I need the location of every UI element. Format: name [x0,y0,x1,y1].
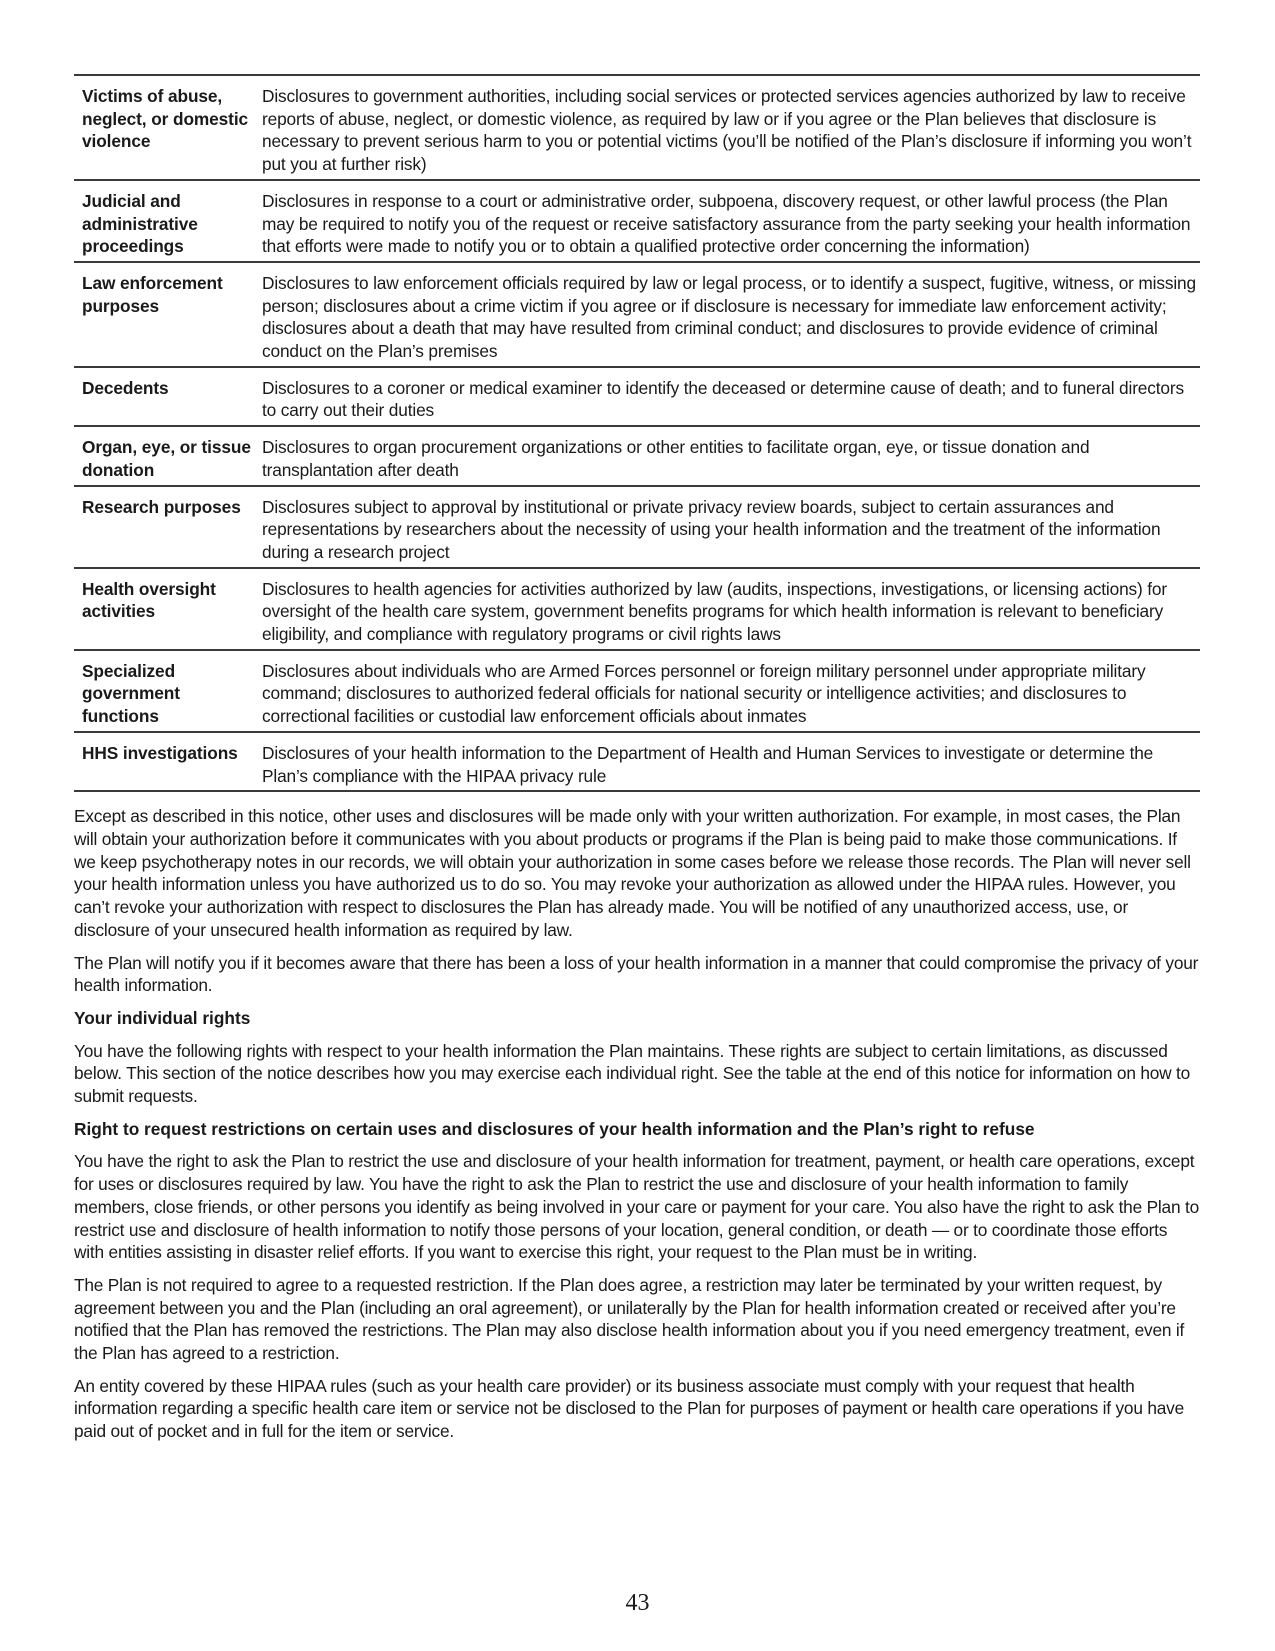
row-category: Specialized government functions [74,650,262,732]
row-description: Disclosures to law enforcement officials required by law or legal process, or to identify a suspect, fugitive, witness, or missing person; disclosures about a crime victim if you agree or if disclosure is necessary for immediate law enforcement activity; disclosures about a death that may have resulted from criminal conduct; and disclosures to provide evidence of criminal conduct on the Plan’s premises [262,262,1200,367]
row-description: Disclosures subject to approval by institutional or private privacy review boards, subject to certain assurances and representations by researchers about the necessity of using your health information and the treatment of the information during a research project [262,486,1200,568]
heading-right-to-request-restrictions: Right to request restrictions on certain uses and disclosures of your health information and the Plan’s right to refuse [74,1118,1035,1139]
row-description: Disclosures in response to a court or administrative order, subpoena, discovery request, or other lawful process (the Plan may be required to notify you of the request or receive satisfactory assurance from the party seeking your health information that efforts were made to notify you or to obtain a qualified protective order concerning the information) [262,180,1200,262]
paragraph-restrictions-3: An entity covered by these HIPAA rules (such as your health care provider) or its business associate must comply with your request that health information regarding a specific health care item or service not be disclosed to the Plan for purposes of payment or health care operations if you have paid out of pocket and in full for the item or service. [74,1375,1185,1442]
table-row [74,426,1200,485]
row-category: Law enforcement purposes [74,262,262,367]
body-text [74,805,1200,1443]
page-number: 43 [625,1590,650,1616]
paragraph-authorization: Except as described in this notice, other uses and disclosures will be made only with your written authorization. For example, in most cases, the Plan will obtain your authorization before it communicates with you about products or programs if the Plan is being paid to make those communications. If we keep psychotherapy notes in our records, we will obtain your authorization in some cases before we release those records. The Plan will never sell your health information unless you have authorized us to do so. You may revoke your authorization as allowed under the HIPAA rules. However, you can’t revoke your authorization with respect to disclosures the Plan has already made. You will be notified of any unauthorized access, use, or disclosure of your unsecured health information as required by law. [74,806,1191,940]
heading-individual-rights: Your individual rights [74,1007,251,1028]
table-row [74,486,1200,568]
paragraph-restrictions-2: The Plan is not required to agree to a requested restriction. If the Plan does agree, a restriction may later be terminated by your written request, by agreement between you and the Plan (including an oral agreement), or unilaterally by the Plan for health information created or received after you’re notified that the Plan has removed the restrictions. The Plan may also disclose health information about you if you need emergency treatment, even if the Plan has agreed to a restriction. [74,1274,1185,1364]
row-description: Disclosures to organ procurement organizations or other entities to facilitate organ, eye, or tissue donation and transplantation after death [262,426,1200,485]
table-row [74,732,1200,791]
table-row [74,75,1200,180]
row-category: HHS investigations [74,732,262,791]
document-page [74,74,1200,1453]
row-description: Disclosures about individuals who are Armed Forces personnel or foreign military personnel under appropriate military command; disclosures to authorized federal officials for national security or intelligence activities; and disclosures to correctional facilities or custodial law enforcement officials about inmates [262,650,1200,732]
table-row [74,650,1200,732]
row-description: Disclosures to health agencies for activities authorized by law (audits, inspections, investigations, or licensing actions) for oversight of the health care system, government benefits programs for which health information is relevant to beneficiary eligibility, and compliance with regulatory programs or civil rights laws [262,568,1200,650]
table-row [74,180,1200,262]
table-row [74,568,1200,650]
row-category: Judicial and administrative proceedings [74,180,262,262]
paragraph-restrictions-1: You have the right to ask the Plan to restrict the use and disclosure of your health information for treatment, payment, or health care operations, except for uses or disclosures required by law. You have the right to ask the Plan to restrict the use and disclosure of your health information to family members, close friends, or other persons you identify as being involved in your care or payment for your care. You also have the right to ask the Plan to restrict use and disclosure of health information to notify those persons of your location, general condition, or death — or to coordinate those efforts with entities assisting in disaster relief efforts. If you want to exercise this right, your request to the Plan must be in writing. [74,1151,1199,1263]
row-category: Research purposes [74,486,262,568]
row-description: Disclosures of your health information to the Department of Health and Human Services to investigate or determine the Plan’s compliance with the HIPAA privacy rule [262,732,1200,791]
paragraph-breach-notice: The Plan will notify you if it becomes aware that there has been a loss of your health information in a manner that could compromise the privacy of your health information. [74,952,1199,996]
table-row [74,262,1200,367]
row-category: Organ, eye, or tissue donation [74,426,262,485]
row-category: Health oversight activities [74,568,262,650]
table-row [74,367,1200,426]
row-description: Disclosures to government authorities, including social services or protected services agencies authorized by law to receive reports of abuse, neglect, or domestic violence, as required by law or if you agree or the Plan believes that disclosure is necessary to prevent serious harm to you or potential victims (you’ll be notified of the Plan’s disclosure if informing you won’t put you at further risk) [262,75,1200,180]
paragraph-rights-intro: You have the following rights with respect to your health information the Plan maintains. These rights are subject to certain limitations, as discussed below. This section of the notice describes how you may exercise each individual right. See the table at the end of this notice for information on how to submit requests. [74,1040,1191,1107]
row-description: Disclosures to a coroner or medical examiner to identify the deceased or determine cause of death; and to funeral directors to carry out their duties [262,367,1200,426]
disclosures-table [74,74,1200,792]
row-category: Victims of abuse, neglect, or domestic violence [74,75,262,180]
row-category: Decedents [74,367,262,426]
